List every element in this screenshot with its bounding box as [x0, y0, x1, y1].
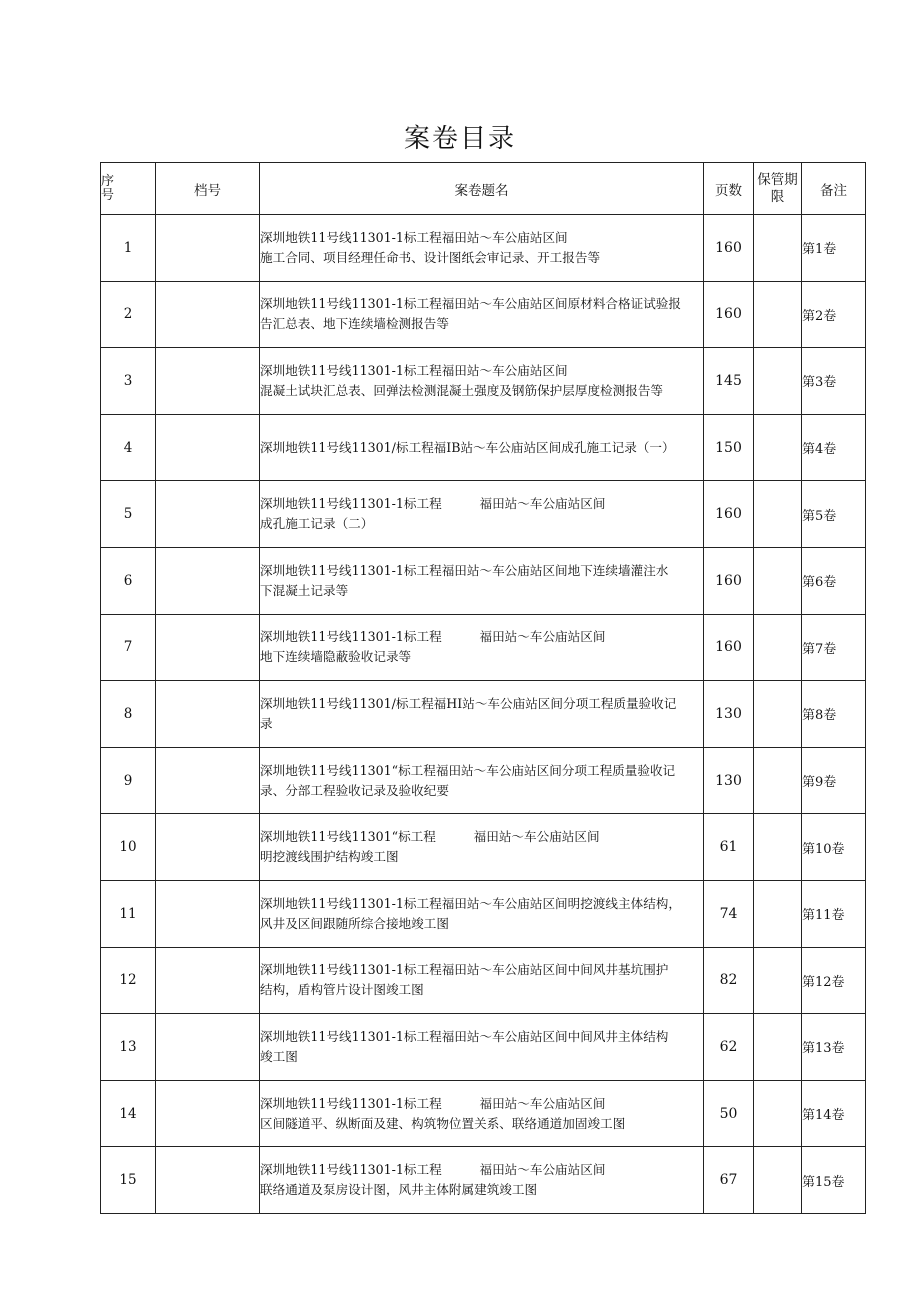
- row-title: [260, 1147, 704, 1214]
- row-code: [156, 947, 260, 1014]
- row-title-line2: 告汇总表、地下连续墙检测报告等: [260, 316, 449, 332]
- row-no: 6: [101, 547, 156, 614]
- row-title-line1: 深圳地铁11号线11301-1标工程 福田站～车公庙站区间: [260, 1095, 606, 1111]
- row-retention: [754, 414, 802, 481]
- row-title: [260, 281, 704, 348]
- row-title: [260, 215, 704, 282]
- row-title: [260, 1080, 704, 1147]
- row-title-line1: 深圳地铁11号线11301-1标工程福田站～车公庙站区间中间风井基坑围护: [260, 962, 669, 978]
- row-title-line2: 成孔施工记录（二）: [260, 516, 374, 532]
- row-pages: 160: [704, 614, 754, 681]
- row-pages: 50: [704, 1080, 754, 1147]
- row-title: [260, 414, 704, 481]
- row-code: [156, 747, 260, 814]
- row-note: 第11卷: [802, 880, 866, 947]
- row-title-line1: 深圳地铁11号线11301-1标工程 福田站～车公庙站区间: [260, 496, 606, 512]
- row-note: 第8卷: [802, 681, 866, 748]
- row-title: [260, 1014, 704, 1081]
- table-row: [101, 1147, 866, 1214]
- row-code: [156, 1014, 260, 1081]
- row-no: 12: [101, 947, 156, 1014]
- table-row: [101, 281, 866, 348]
- table-row: [101, 481, 866, 548]
- row-code: [156, 414, 260, 481]
- row-code: [156, 681, 260, 748]
- row-code: [156, 215, 260, 282]
- row-title-line2: 录、分部工程验收记录及验收纪要: [260, 782, 449, 798]
- page-title: 案卷目录: [403, 124, 516, 154]
- table-row: [101, 547, 866, 614]
- row-code: [156, 481, 260, 548]
- row-title-line1: 深圳地铁11号线11301-1标工程福田站～车公庙站区间中间风井主体结构: [260, 1028, 669, 1044]
- table-row: [101, 348, 866, 415]
- row-retention: [754, 1080, 802, 1147]
- row-retention: [754, 215, 802, 282]
- row-no: 4: [101, 414, 156, 481]
- row-title: [260, 547, 704, 614]
- header-retention-label: 保管期限: [757, 171, 798, 205]
- row-note: 第14卷: [802, 1080, 866, 1147]
- row-pages: 62: [704, 1014, 754, 1081]
- row-retention: [754, 547, 802, 614]
- row-title-line1: 深圳地铁11号线11301-1标工程福田站～车公庙站区间: [260, 229, 568, 245]
- row-pages: 160: [704, 281, 754, 348]
- row-code: [156, 814, 260, 881]
- row-title: [260, 814, 704, 881]
- row-title-line1: 深圳地铁11号线11301-1标工程 福田站～车公庙站区间: [260, 629, 606, 645]
- row-note: 第7卷: [802, 614, 866, 681]
- row-note: 第5卷: [802, 481, 866, 548]
- row-retention: [754, 681, 802, 748]
- row-title-line2: 地下连续墙隐蔽验收记录等: [260, 649, 412, 665]
- row-retention: [754, 947, 802, 1014]
- row-title-line1: 深圳地铁11号线11301-1标工程福田站～车公庙站区间原材料合格证试验报: [260, 296, 681, 312]
- row-no: 2: [101, 281, 156, 348]
- row-no: 13: [101, 1014, 156, 1081]
- row-pages: 150: [704, 414, 754, 481]
- row-pages: 61: [704, 814, 754, 881]
- row-retention: [754, 1147, 802, 1214]
- row-title-line1: 深圳地铁11号线11301-1标工程 福田站～车公庙站区间: [260, 1162, 606, 1178]
- row-pages: 74: [704, 880, 754, 947]
- row-title: [260, 614, 704, 681]
- row-title-line2: 录: [260, 715, 273, 731]
- table-row: [101, 1080, 866, 1147]
- table-row: [101, 414, 866, 481]
- row-code: [156, 1080, 260, 1147]
- row-note: 第6卷: [802, 547, 866, 614]
- row-title-line1: 深圳地铁11号线11301-1标工程福田站～车公庙站区间: [260, 362, 568, 378]
- header-row: [101, 163, 866, 215]
- row-title-line2: 竣工图: [260, 1048, 298, 1064]
- row-code: [156, 281, 260, 348]
- row-note: 第1卷: [802, 215, 866, 282]
- row-retention: [754, 614, 802, 681]
- row-title-line1: 深圳地铁11号线11301“标工程福田站～车公庙站区间分项工程质量验收记: [260, 762, 676, 778]
- row-note: 第15卷: [802, 1147, 866, 1214]
- row-retention: [754, 481, 802, 548]
- header-no: [101, 163, 156, 215]
- row-retention: [754, 281, 802, 348]
- row-title: [260, 947, 704, 1014]
- table-row: [101, 614, 866, 681]
- row-note: 第9卷: [802, 747, 866, 814]
- row-no: 5: [101, 481, 156, 548]
- row-title-line2: 混凝土试块汇总表、回弹法检测混凝土强度及钢筋保护层厚度检测报告等: [260, 382, 663, 398]
- row-code: [156, 1147, 260, 1214]
- table-row: [101, 814, 866, 881]
- row-retention: [754, 1014, 802, 1081]
- row-title-line1: 深圳地铁11号线11301-1标工程福田站～车公庙站区间地下连续墙灌注水: [260, 562, 669, 578]
- table-row: [101, 681, 866, 748]
- row-code: [156, 880, 260, 947]
- row-code: [156, 614, 260, 681]
- catalog-table: [100, 162, 866, 1214]
- row-pages: 145: [704, 348, 754, 415]
- row-title-line2: 联络通道及泵房设计图，风井主体附属建筑竣工图: [260, 1182, 538, 1198]
- row-pages: 160: [704, 547, 754, 614]
- row-no: 1: [101, 215, 156, 282]
- row-title-line2: 下混凝土记录等: [260, 582, 349, 598]
- row-title-line1: 深圳地铁11号线11301/标工程福HI站～车公庙站区间分项工程质量验收记: [260, 695, 677, 711]
- header-note: 备注: [802, 163, 866, 215]
- row-title: [260, 348, 704, 415]
- row-pages: 130: [704, 747, 754, 814]
- row-no: 15: [101, 1147, 156, 1214]
- row-no: 10: [101, 814, 156, 881]
- table-row: [101, 880, 866, 947]
- row-no: 14: [101, 1080, 156, 1147]
- header-no-label: 序号: [101, 173, 115, 203]
- row-retention: [754, 747, 802, 814]
- row-title-line2: 施工合同、项目经理任命书、设计图纸会审记录、开工报告等: [260, 249, 601, 265]
- row-title-line1: 深圳地铁11号线11301-1标工程福田站～车公庙站区间明挖渡线主体结构，: [260, 895, 681, 911]
- row-retention: [754, 880, 802, 947]
- row-title-line1: 深圳地铁11号线11301/标工程福IB站～车公庙站区间成孔施工记录（一）: [260, 439, 675, 455]
- row-pages: 160: [704, 481, 754, 548]
- row-note: 第10卷: [802, 814, 866, 881]
- table-row: [101, 215, 866, 282]
- row-note: 第3卷: [802, 348, 866, 415]
- row-pages: 130: [704, 681, 754, 748]
- header-retention: [754, 163, 802, 215]
- row-title: [260, 681, 704, 748]
- row-title: [260, 481, 704, 548]
- row-title-line1: 深圳地铁11号线11301“标工程 福田站～车公庙站区间: [260, 829, 600, 845]
- row-pages: 160: [704, 215, 754, 282]
- row-title-line2: 风井及区间跟随所综合接地竣工图: [260, 915, 449, 931]
- row-retention: [754, 814, 802, 881]
- table-row: [101, 1014, 866, 1081]
- row-note: 第2卷: [802, 281, 866, 348]
- row-title-line2: 明挖渡线围护结构竣工图: [260, 849, 399, 865]
- row-pages: 82: [704, 947, 754, 1014]
- table-row: [101, 947, 866, 1014]
- row-no: 9: [101, 747, 156, 814]
- row-title-line2: 结构，盾构管片设计图竣工图: [260, 982, 424, 998]
- row-title: [260, 747, 704, 814]
- header-code: 档号: [156, 163, 260, 215]
- table-row: [101, 747, 866, 814]
- row-no: 8: [101, 681, 156, 748]
- row-title-line2: 区间隧道平、纵断面及建、构筑物位置关系、联络通道加固竣工图: [260, 1115, 626, 1131]
- row-note: 第13卷: [802, 1014, 866, 1081]
- row-no: 11: [101, 880, 156, 947]
- row-note: 第4卷: [802, 414, 866, 481]
- row-code: [156, 348, 260, 415]
- header-pages: 页数: [704, 163, 754, 215]
- row-no: 3: [101, 348, 156, 415]
- header-title: 案卷题名: [260, 163, 704, 215]
- row-no: 7: [101, 614, 156, 681]
- row-retention: [754, 348, 802, 415]
- row-title: [260, 880, 704, 947]
- row-note: 第12卷: [802, 947, 866, 1014]
- row-pages: 67: [704, 1147, 754, 1214]
- row-code: [156, 547, 260, 614]
